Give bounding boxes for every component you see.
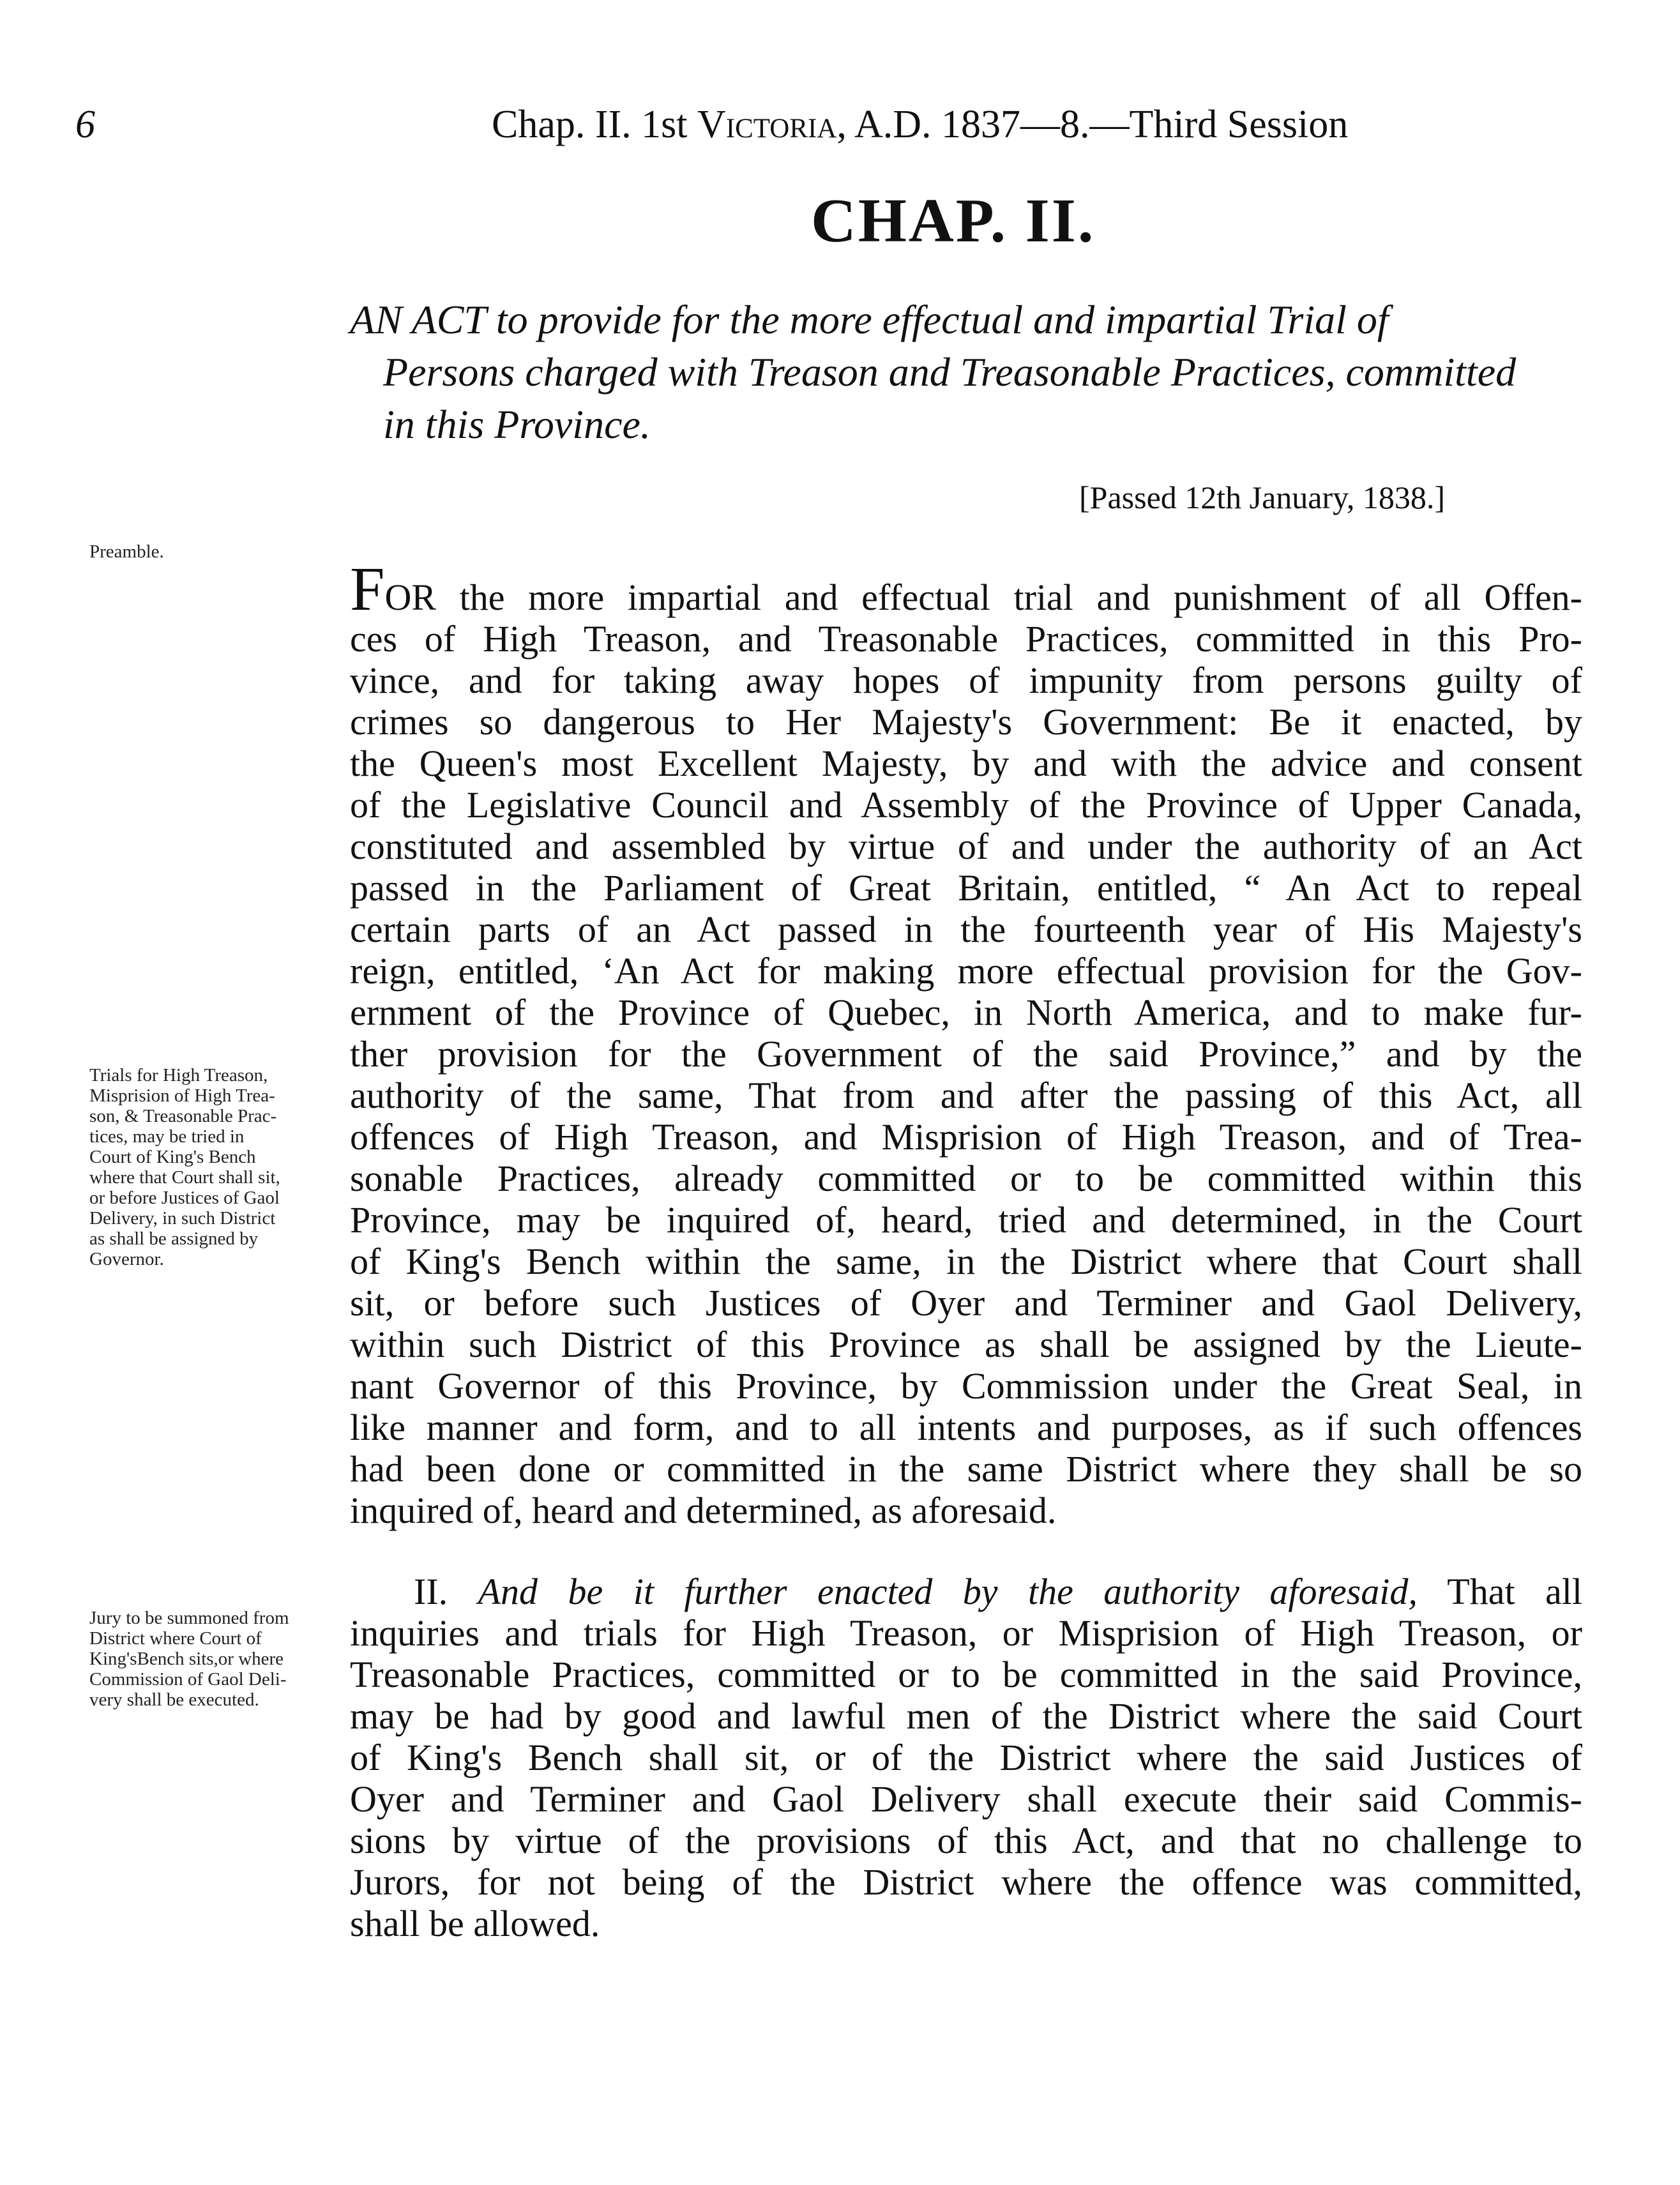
paragraph-line: sonable Practices, already committed or to be committed within this: [350, 1158, 1582, 1199]
paragraph-line: of the Legislative Council and Assembly of the Province of Upper Canada,: [350, 784, 1582, 826]
paragraph-line: offences of High Treason, and Misprision of High Treason, and of Trea-: [350, 1116, 1582, 1158]
paragraph-line: vince, and for taking away hopes of impunity from persons guilty of: [350, 660, 1582, 701]
paragraph-line: inquired of, heard and determined, as aforesaid.: [350, 1490, 1057, 1531]
paragraph-line: may be had by good and lawful men of the District where the said Court: [350, 1695, 1582, 1737]
paragraph-line: inquiries and trials for High Treason, or Misprision of High Treason, or: [350, 1612, 1582, 1654]
margin-note-line: tices, may be tried in: [89, 1126, 245, 1147]
margin-note-line: Preamble.: [89, 541, 164, 562]
chapter-heading: CHAP. II.: [811, 186, 1096, 255]
act-title-line: Persons charged with Treason and Treasonable Practices, committed: [383, 349, 1517, 395]
paragraph-line: [350, 1571, 1582, 1612]
page-number: 6: [75, 103, 95, 146]
paragraph-line: within such District of this Province as shall be assigned by the Lieute-: [350, 1324, 1582, 1365]
act-title-line: AN ACT to provide for the more effectual and impartial Trial of: [350, 297, 1389, 342]
margin-note-line: Misprision of High Trea-: [89, 1085, 275, 1106]
margin-note-line: Court of King's Bench: [89, 1147, 256, 1167]
running-head: [492, 102, 1348, 147]
margin-note-preamble: [89, 541, 164, 562]
margin-note-trials: [89, 1065, 280, 1269]
running-head-prefix: Chap. II. 1st: [492, 103, 698, 146]
paragraph-line: reign, entitled, ‘An Act for making more effectual provision for the Gov-: [350, 950, 1582, 992]
paragraph-line: ther provision for the Government of the said Province,” and by the: [350, 1033, 1582, 1075]
paragraph-line: the Queen's most Excellent Majesty, by and with the advice and consent: [350, 743, 1582, 784]
paragraph-line: authority of the same, That from and after the passing of this Act, all: [350, 1075, 1582, 1116]
margin-note-line: Jury to be summoned from: [89, 1608, 289, 1628]
margin-note-jury: [89, 1608, 289, 1710]
paragraph-line: shall be allowed.: [350, 1903, 600, 1944]
drop-cap: F: [350, 555, 385, 624]
margin-note-line: or before Justices of Gaol: [89, 1188, 280, 1208]
paragraph-line: passed in the Parliament of Great Britain, entitled, “ An Act to repeal: [350, 867, 1582, 909]
margin-note-line: Governor.: [89, 1249, 164, 1269]
running-head-reign: Victoria: [697, 103, 837, 146]
paragraph-line: ernment of the Province of Quebec, in North America, and to make fur-: [350, 992, 1582, 1033]
paragraph-line: had been done or committed in the same District where they shall be so: [350, 1448, 1582, 1490]
paragraph-line: nant Governor of this Province, by Commission under the Great Seal, in: [350, 1365, 1582, 1407]
paragraph-line: Treasonable Practices, committed or to be committed in the said Province,: [350, 1654, 1582, 1695]
paragraph-line: of King's Bench within the same, in the District where that Court shall: [350, 1241, 1582, 1282]
section-number: II.: [414, 1571, 448, 1612]
margin-note-line: where that Court shall sit,: [89, 1167, 280, 1188]
margin-note-line: Trials for High Treason,: [89, 1065, 268, 1085]
paragraph-line: Jurors, for not being of the District where the offence was committed,: [350, 1861, 1582, 1903]
paragraph-line: ces of High Treason, and Treasonable Practices, committed in this Pro-: [350, 618, 1582, 660]
first-line-text: That all: [1447, 1571, 1583, 1612]
passed-date: [Passed 12th January, 1838.]: [1079, 480, 1446, 515]
paragraph-line: sit, or before such Justices of Oyer and Terminer and Gaol Delivery,: [350, 1282, 1582, 1324]
act-title-line: in this Province.: [383, 402, 651, 447]
paragraph-line: of King's Bench shall sit, or of the District where the said Justices of: [350, 1737, 1582, 1778]
margin-note-line: very shall be executed.: [89, 1690, 259, 1710]
section-two-paragraph: [350, 1571, 1582, 1944]
enacting-phrase: And be it further enacted by the authority aforesaid,: [478, 1571, 1418, 1612]
margin-note-line: King'sBench sits,or where: [89, 1649, 284, 1669]
act-title: [350, 294, 1582, 451]
paragraph-line: certain parts of an Act passed in the fourteenth year of His Majesty's: [350, 909, 1582, 950]
running-head-suffix: , A.D. 1837—8.—Third Session: [836, 103, 1349, 146]
paragraph-line: constituted and assembled by virtue of and under the authority of an Act: [350, 826, 1582, 867]
preamble-paragraph: [350, 555, 1582, 1531]
paragraph-line: crimes so dangerous to Her Majesty's Government: Be it enacted, by: [350, 701, 1582, 743]
paragraph-line: Oyer and Terminer and Gaol Delivery shall execute their said Commis-: [350, 1778, 1582, 1820]
paragraph-line: Province, may be inquired of, heard, tried and determined, in the Court: [350, 1199, 1582, 1241]
margin-note-line: son, & Treasonable Prac-: [89, 1106, 277, 1126]
paragraph-line: sions by virtue of the provisions of this Act, and that no challenge to: [350, 1820, 1582, 1861]
paragraph-line: [350, 555, 1582, 624]
margin-note-line: Commission of Gaol Deli-: [89, 1669, 287, 1690]
margin-note-line: as shall be assigned by: [89, 1229, 259, 1249]
margin-note-line: District where Court of: [89, 1628, 262, 1649]
first-line-text: OR the more impartial and effectual trial and punishment of all Offen-: [384, 577, 1582, 618]
margin-note-line: Delivery, in such District: [89, 1208, 276, 1229]
paragraph-line: like manner and form, and to all intents and purposes, as if such offences: [350, 1407, 1582, 1448]
